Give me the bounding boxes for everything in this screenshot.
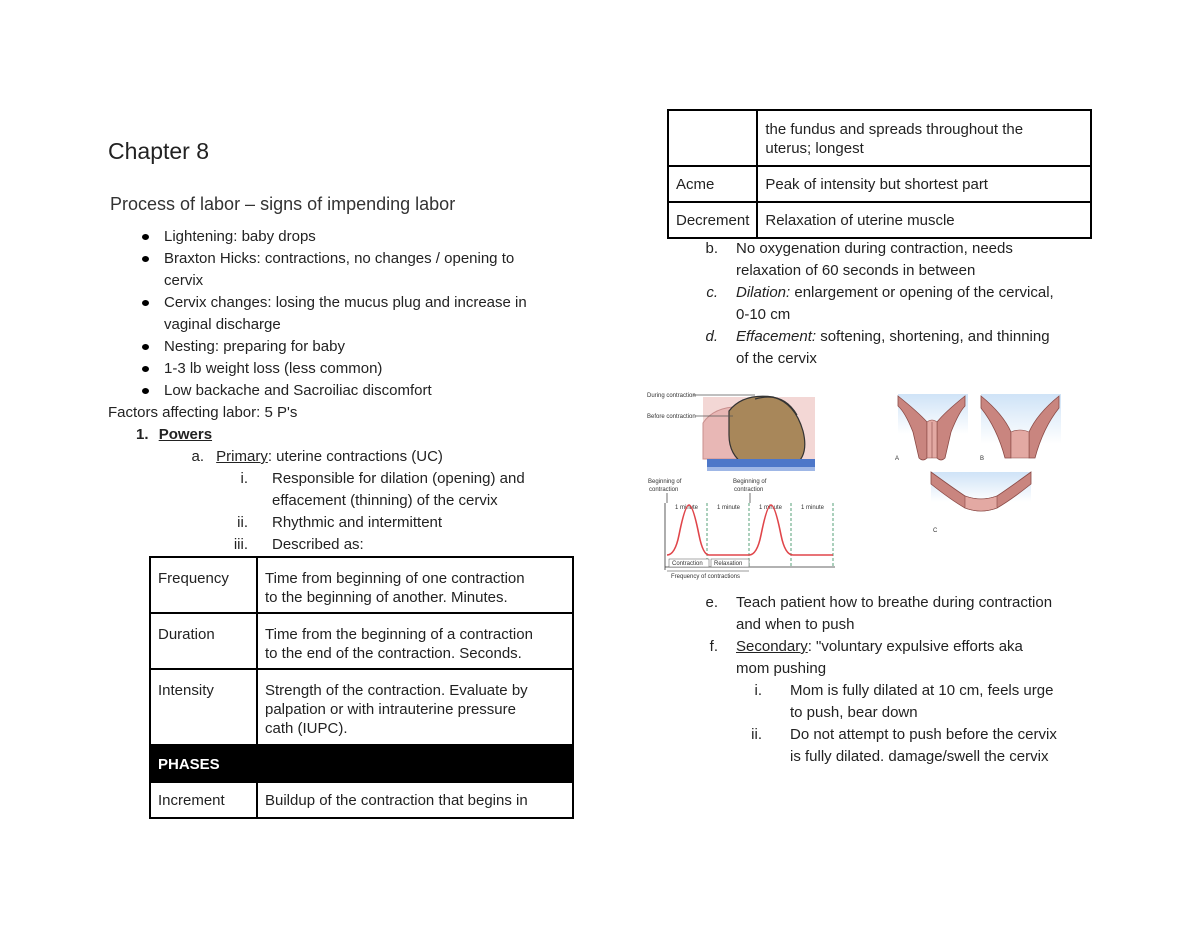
minute-label: 1 minute <box>801 505 825 511</box>
item-f <box>700 636 1023 658</box>
cervix-diagram-b <box>980 394 1061 462</box>
item-f-cont: mom pushing <box>736 660 827 677</box>
sub-item-ii <box>216 512 443 534</box>
table-cell-def <box>257 557 573 613</box>
sub-f-i <box>730 680 1054 702</box>
item-e-cont: and when to push <box>736 616 855 633</box>
list-item <box>140 292 584 336</box>
minute-label: 1 minute <box>759 505 783 511</box>
def-line: to the end of the contraction. Seconds. <box>265 645 522 662</box>
table-cell-def: Relaxation of uterine muscle <box>757 202 1091 238</box>
def-line: Time from the beginning of a contraction <box>265 626 533 643</box>
item-e <box>700 592 1053 614</box>
table-row <box>150 782 573 818</box>
powers-number: 1. <box>136 426 149 443</box>
item-text: enlargement or opening of the cervical, <box>790 284 1054 301</box>
list-item-text: cervix <box>164 272 204 289</box>
sub-text: Mom is fully dilated at 10 cm, feels urge <box>790 682 1054 699</box>
sub-f-ii <box>730 724 1057 746</box>
item-d-cont: of the cervix <box>736 350 817 367</box>
item-marker: d. <box>705 328 718 345</box>
contraction-curve <box>667 505 833 555</box>
cervix-diagram-a <box>895 394 968 462</box>
table-row <box>668 202 1091 238</box>
table-cell-term: Frequency <box>150 557 257 613</box>
minute-dividers <box>707 503 833 567</box>
section-heading: Process of labor – signs of impending labor <box>110 194 456 214</box>
phases-table-cont <box>667 109 1092 239</box>
sub-f-i-cont: to push, bear down <box>790 704 918 721</box>
figure-label-c: C <box>933 528 938 534</box>
item-b <box>700 238 1013 260</box>
table-cell-def: Peak of intensity but shortest part <box>757 166 1091 202</box>
chapter-title: Chapter 8 <box>108 138 210 164</box>
primary-label: Primary <box>216 448 268 465</box>
item-marker: f. <box>709 638 718 655</box>
table-row <box>668 166 1091 202</box>
frequency-label: Frequency of contractions <box>671 574 741 580</box>
dilation-term: Dilation: <box>736 284 791 301</box>
table-cell-term <box>668 110 757 166</box>
table-cell-def <box>257 669 573 745</box>
beginning-label: Beginning of <box>733 479 767 485</box>
table-row <box>150 669 573 745</box>
primary-marker: a. <box>191 448 204 465</box>
list-item: Nesting: preparing for baby <box>140 336 584 358</box>
minute-label: 1 minute <box>675 505 699 511</box>
list-item: 1-3 lb weight loss (less common) <box>140 358 584 380</box>
phases-header: PHASES <box>150 745 573 782</box>
sub-marker: ii. <box>237 514 248 531</box>
table-row <box>150 613 573 669</box>
table-row-phases <box>150 745 573 782</box>
def-line: to the beginning of another. Minutes. <box>265 589 508 606</box>
cervical-canal <box>1011 430 1029 458</box>
factors-line: Factors affecting labor: 5 P's <box>108 404 298 421</box>
def-line: the fundus and spreads throughout the <box>765 121 1024 138</box>
contraction-figure <box>645 385 845 580</box>
def-line: cath (IUPC). <box>265 720 348 737</box>
list-item-text: Cervix changes: losing the mucus plug and increase in <box>164 294 527 311</box>
item-marker: b. <box>705 240 718 257</box>
primary-text: : uterine contractions (UC) <box>267 448 443 465</box>
secondary-label: Secondary <box>736 638 808 655</box>
relaxation-label: Relaxation <box>714 561 743 567</box>
table-cell-term: Duration <box>150 613 257 669</box>
sub-item-iii <box>216 534 364 556</box>
list-item-text: Braxton Hicks: contractions, no changes / opening to <box>164 250 515 267</box>
table-cell-term: Acme <box>668 166 757 202</box>
list-item-text: vaginal discharge <box>164 316 281 333</box>
item-c-cont: 0-10 cm <box>736 306 791 323</box>
bed-bar <box>707 459 815 467</box>
table-cell-term: Decrement <box>668 202 757 238</box>
def-line: Strength of the contraction. Evaluate by <box>265 682 528 699</box>
table-row <box>150 557 573 613</box>
sub-text: Described as: <box>272 536 364 553</box>
item-text: No oxygenation during contraction, needs <box>736 240 1013 257</box>
item-text: softening, shortening, and thinning <box>816 328 1050 345</box>
list-item: Lightening: baby drops <box>140 226 584 248</box>
sub-marker: i. <box>240 470 248 487</box>
table-cell-def <box>757 110 1091 166</box>
item-text: : "voluntary expulsive efforts aka <box>807 638 1023 655</box>
sub-marker: ii. <box>751 726 762 743</box>
sub-item-i-cont: effacement (thinning) of the cervix <box>272 492 498 509</box>
table-row <box>668 110 1091 166</box>
item-marker: e. <box>705 594 718 611</box>
def-line: palpation or with intrauterine pressure <box>265 701 516 718</box>
beginning-label: Beginning of <box>648 479 682 485</box>
sub-text: Responsible for dilation (opening) and <box>272 470 525 487</box>
contraction-label: Contraction <box>672 561 703 567</box>
table-cell-term: Intensity <box>150 669 257 745</box>
contraction-table <box>149 556 574 819</box>
cervix-diagram-c <box>931 472 1031 534</box>
list-item: Low backache and Sacroiliac discomfort <box>140 380 584 402</box>
powers-label: Powers <box>158 426 213 443</box>
before-label: Before contraction <box>647 414 696 420</box>
figure-label-a: A <box>895 456 900 462</box>
primary-item <box>186 446 443 468</box>
sub-marker: iii. <box>233 536 248 553</box>
sub-item-i <box>216 468 525 490</box>
sub-text: Rhythmic and intermittent <box>272 514 443 531</box>
sub-f-ii-cont: is fully dilated. damage/swell the cervix <box>790 748 1049 765</box>
table-cell-def: Buildup of the contraction that begins in <box>257 782 573 818</box>
powers-item <box>136 424 212 446</box>
signs-list <box>140 226 584 402</box>
beginning-label: contraction <box>649 487 679 493</box>
table-cell-term: Increment <box>150 782 257 818</box>
table-cell-def <box>257 613 573 669</box>
sub-text: Do not attempt to push before the cervix <box>790 726 1057 743</box>
sub-marker: i. <box>754 682 762 699</box>
item-d <box>700 326 1050 348</box>
during-label: During contraction <box>647 393 696 399</box>
def-line: Time from beginning of one contraction <box>265 570 525 587</box>
list-item <box>140 248 584 292</box>
bed-shadow <box>707 467 815 471</box>
beginning-label: contraction <box>734 487 764 493</box>
def-line: uterus; longest <box>765 140 864 157</box>
figure-label-b: B <box>980 456 985 462</box>
minute-label: 1 minute <box>717 505 741 511</box>
item-text: Teach patient how to breathe during contraction <box>736 594 1053 611</box>
item-b-cont: relaxation of 60 seconds in between <box>736 262 976 279</box>
item-c <box>700 282 1054 304</box>
item-marker: c. <box>706 284 718 301</box>
effacement-term: Effacement: <box>736 328 817 345</box>
cervix-figure <box>893 392 1068 537</box>
